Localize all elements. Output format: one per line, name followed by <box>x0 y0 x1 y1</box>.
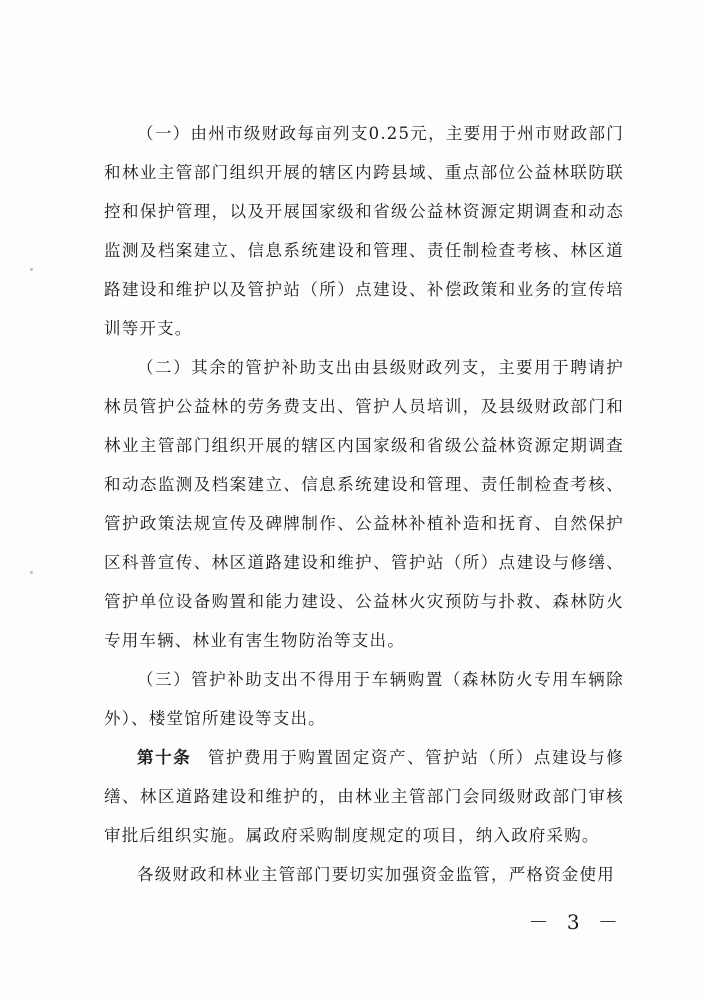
paragraph-2 <box>104 348 624 660</box>
paragraph-1 <box>104 114 624 348</box>
paragraph-5-text: 各级财政和林业主管部门要切实加强资金监管，严格资金使用 <box>137 865 615 884</box>
paragraph-3 <box>104 660 624 738</box>
document-body <box>104 114 624 894</box>
page-number: － 3 － <box>528 910 624 934</box>
article-10-paragraph <box>104 738 624 855</box>
scan-speck <box>30 571 33 574</box>
article-number: 第十条 <box>137 748 192 767</box>
paragraph-1-text: （一）由州市级财政每亩列支0.25元，主要用于州市财政部门和林业主管部门组织开展的辖区内跨县域、重点部位公益林联防联控和保护管理，以及开展国家级和省级公益林资源定期调查和动态监测及档案建立、信息系统建设和管理、责任制检查考核、林区道路建设和维护以及管护站（所）点建设、补偿政策和业务的宣传培训等开支。 <box>104 124 624 338</box>
paragraph-5 <box>104 855 624 894</box>
paragraph-2-text: （二）其余的管护补助支出由县级财政列支，主要用于聘请护林员管护公益林的劳务费支出、管护人员培训，及县级财政部门和林业主管部门组织开展的辖区内国家级和省级公益林资源定期调查和动态监测及档案建立、信息系统建设和管理、责任制检查考核、管护政策法规宣传及碑牌制作、公益林补植补造和抚育、自然保护区科普宣传、林区道路建设和维护、管护站（所）点建设与修缮、管护单位设备购置和能力建设、公益林火灾预防与扑救、森林防火专用车辆、林业有害生物防治等支出。 <box>104 358 624 650</box>
scan-speck <box>30 268 33 271</box>
paragraph-3-text: （三）管护补助支出不得用于车辆购置（森林防火专用车辆除外）、楼堂馆所建设等支出。 <box>104 670 624 728</box>
article-10-text: 管护费用于购置固定资产、管护站（所）点建设与修缮、林区道路建设和维护的，由林业主管部门会同级财政部门审核审批后组织实施。属政府采购制度规定的项目，纳入政府采购。 <box>104 748 624 845</box>
